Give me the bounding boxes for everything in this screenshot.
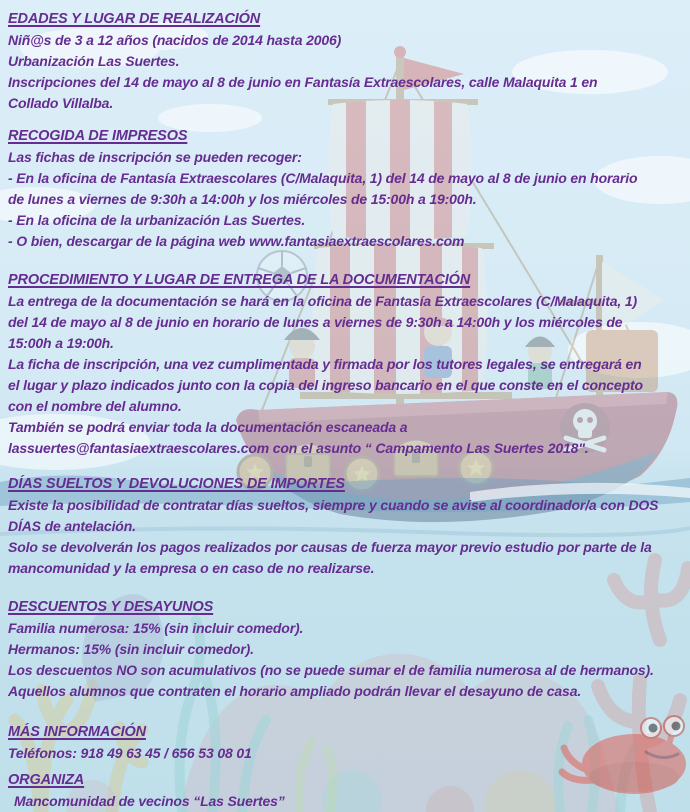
text-line: Urbanización Las Suertes. bbox=[8, 53, 180, 69]
text-line: DÍAS de antelación. bbox=[8, 518, 136, 534]
text-line: Hermanos: 15% (sin incluir comedor). bbox=[8, 641, 254, 657]
text-line: de lunes a viernes de 9:30h a 14:00h y los miércoles de 15:00h a 19:00h. bbox=[8, 191, 477, 207]
text-line: Mancomunidad de vecinos “Las Suertes” bbox=[14, 793, 285, 809]
text-line: Inscripciones del 14 de mayo al 8 de junio en Fantasía Extraescolares, calle Malaquita 1 en bbox=[8, 74, 598, 90]
section-organiza bbox=[8, 770, 686, 812]
section-heading: RECOGIDA DE IMPRESOS bbox=[8, 128, 188, 144]
section-heading: MÁS INFORMACIÓN bbox=[8, 724, 146, 740]
text-line: con el nombre del alumno. bbox=[8, 398, 182, 414]
section-heading: DÍAS SUELTOS Y DEVOLUCIONES DE IMPORTES bbox=[8, 476, 345, 492]
section-heading: DESCUENTOS Y DESAYUNOS bbox=[8, 599, 214, 615]
text-line: Familia numerosa: 15% (sin incluir comedor). bbox=[8, 620, 304, 636]
text-line: Niñ@s de 3 a 12 años (nacidos de 2014 hasta 2006) bbox=[8, 32, 342, 48]
section-recogida bbox=[8, 126, 686, 252]
section-dias-sueltos bbox=[8, 474, 686, 579]
section-heading: PROCEDIMIENTO Y LUGAR DE ENTREGA DE LA DOCUMENTACIÓN bbox=[8, 272, 471, 288]
section-descuentos bbox=[8, 597, 686, 702]
text-line: Aquellos alumnos que contraten el horario ampliado podrán llevar el desayuno de casa. bbox=[8, 683, 582, 699]
text-line: lassuertes@fantasiaextraescolares.com con el asunto “ Campamento Las Suertes 2018". bbox=[8, 440, 589, 456]
text-line: - En la oficina de la urbanización Las Suertes. bbox=[8, 212, 306, 228]
text-line: Teléfonos: 918 49 63 45 / 656 53 08 01 bbox=[8, 745, 252, 761]
text-line: Existe la posibilidad de contratar días sueltos, siempre y cuando se avise al coordinador/a con DOS bbox=[8, 497, 659, 513]
text-line: del 14 de mayo al 8 de junio en horario de lunes a viernes de 9:30h a 14:00h y los miércoles de bbox=[8, 314, 623, 330]
text-line: También se podrá enviar toda la documentación escaneada a bbox=[8, 419, 408, 435]
text-line: Las fichas de inscripción se pueden recoger: bbox=[8, 149, 302, 165]
text-line: - En la oficina de Fantasía Extraescolares (C/Malaquita, 1) del 14 de mayo al 8 de junio en horario bbox=[8, 170, 638, 186]
text-line: 15:00h a 19:00h. bbox=[8, 335, 114, 351]
section-edades bbox=[8, 9, 686, 114]
section-heading: EDADES Y LUGAR DE REALIZACIÓN bbox=[8, 11, 261, 27]
section-procedimiento bbox=[8, 270, 686, 459]
text-line: La entrega de la documentación se hará en la oficina de Fantasía Extraescolares (C/Malaquita, 1) bbox=[8, 293, 638, 309]
text-line: Los descuentos NO son acumulativos (no se puede sumar el de familia numerosa al de hermanos). bbox=[8, 662, 654, 678]
text-line: Collado Villalba. bbox=[8, 95, 114, 111]
text-line: La ficha de inscripción, una vez cumplimentada y firmada por los tutores legales, se entregará en bbox=[8, 356, 642, 372]
text-line: Solo se devolverán los pagos realizados por causas de fuerza mayor previo estudio por parte de la bbox=[8, 539, 652, 555]
text-line: el lugar y plazo indicados junto con la copia del ingreso bancario en el que conste en el concepto bbox=[8, 377, 643, 393]
section-heading: ORGANIZA bbox=[8, 772, 85, 788]
text-line: - O bien, descargar de la página web www.fantasiaextraescolares.com bbox=[8, 233, 465, 249]
text-line: mancomunidad y la empresa o en caso de no realizarse. bbox=[8, 560, 375, 576]
section-mas-informacion bbox=[8, 722, 686, 764]
